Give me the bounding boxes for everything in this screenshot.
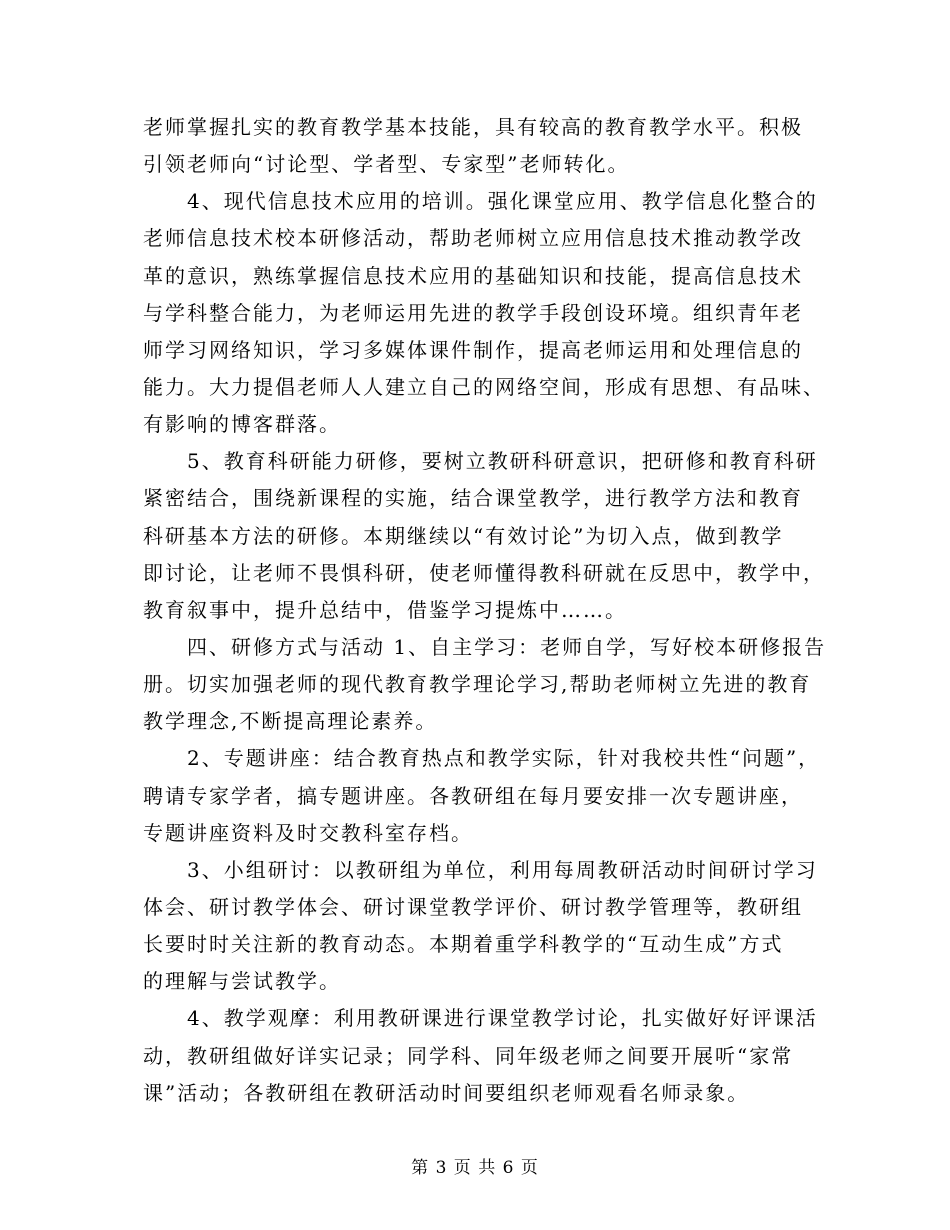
text-line: 5、教育科研能力研修，要树立教研科研意识，把研修和教育科研 (187, 449, 818, 474)
text-line: 的理解与尝试教学。 (143, 969, 341, 994)
text-line: 紧密结合，围绕新课程的实施，结合课堂教学，进行教学方法和教育 (143, 486, 803, 511)
paragraph (143, 629, 903, 740)
text-line: 即讨论，让老师不畏惧科研，使老师懂得教科研就在反思中，教学中， (143, 560, 825, 585)
text-line: 有影响的博客群落。 (143, 412, 341, 437)
paragraph (143, 443, 903, 629)
text-line: 专题讲座资料及时交教科室存档。 (143, 820, 473, 845)
paragraph (143, 740, 903, 851)
text-line: 教学理念,不断提高理论素养。 (143, 709, 438, 734)
text-line: 体会、研讨教学体会、研讨课堂教学评价、研讨教学管理等，教研组 (143, 894, 803, 919)
page-number-indicator: 第 3 页 共 6 页 (411, 1158, 539, 1178)
text-line: 能力。大力提倡老师人人建立自己的网络空间，形成有思想、有品味、 (143, 374, 825, 399)
text-line: 册。切实加强老师的现代教育教学理论学习,帮助老师树立先进的教育 (143, 672, 812, 697)
text-line: 2、专题讲座：结合教育热点和教学实际，针对我校共性“问题”， (187, 746, 821, 771)
text-line: 师学习网络知识，学习多媒体课件制作，提高老师运用和处理信息的 (143, 337, 803, 362)
text-line: 老师掌握扎实的教育教学基本技能，具有较高的教育教学水平。积极 (143, 115, 803, 139)
text-line: 老师信息技术校本研修活动，帮助老师树立应用信息技术推动教学改 (143, 226, 803, 251)
text-line: 长要时时关注新的教育动态。本期着重学科教学的“互动生成”方式 (143, 932, 784, 957)
text-line: 动，教研组做好详实记录；同学科、同年级老师之间要开展听“家常 (143, 1043, 794, 1068)
text-line: 聘请专家学者，搞专题讲座。各教研组在每月要安排一次专题讲座， (143, 783, 803, 808)
paragraph (143, 109, 903, 183)
text-line: 课”活动；各教研组在教研活动时间要组织老师观看名师录象。 (143, 1080, 750, 1105)
paragraph (143, 852, 903, 1001)
text-line: 科研基本方法的研修。本期继续以“有效讨论”为切入点，做到教学 (143, 523, 784, 548)
paragraph (143, 1000, 903, 1111)
paragraph (143, 183, 903, 443)
text-line: 与学科整合能力，为老师运用先进的教学手段创设环境。组织青年老 (143, 300, 803, 325)
text-line: 四、研修方式与活动 1、自主学习：老师自学，写好校本研修报告 (187, 634, 827, 659)
text-line: 4、教学观摩：利用教研课进行课堂教学讨论，扎实做好好评课活 (187, 1006, 818, 1031)
document-body (143, 109, 903, 1112)
text-line: 革的意识，熟练掌握信息技术应用的基础知识和技能，提高信息技术 (143, 263, 803, 288)
text-line: 教育叙事中，提升总结中，借鉴学习提炼中……。 (143, 597, 627, 622)
text-line: 4、现代信息技术应用的培训。强化课堂应用、教学信息化整合的 (187, 189, 818, 214)
text-line: 3、小组研讨：以教研组为单位，利用每周教研活动时间研讨学习 (187, 857, 818, 882)
page-footer (0, 1155, 950, 1181)
text-line: 引领老师向“讨论型、学者型、专家型”老师转化。 (143, 152, 630, 177)
